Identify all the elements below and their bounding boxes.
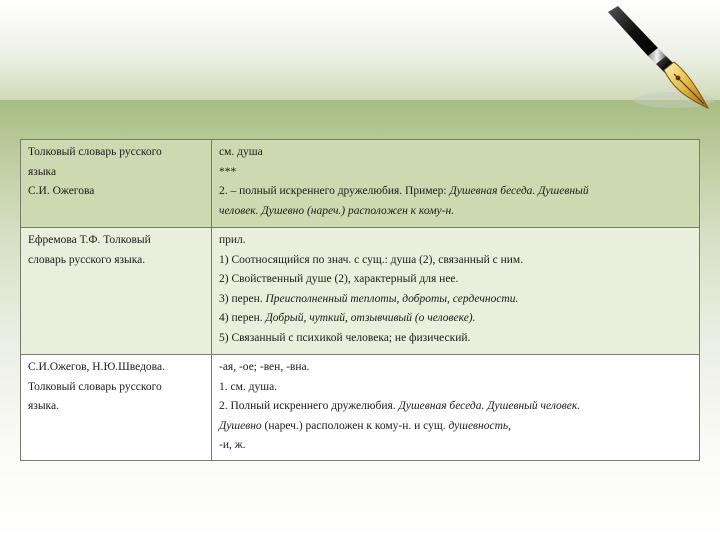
definition-text: 2. Полный искреннего дружелюбия. [219, 400, 399, 412]
definition-line [219, 309, 692, 329]
definition-text: 5) Связанный с психикой человека; не физический. [219, 331, 471, 344]
definition-line [219, 436, 692, 456]
definition-text: 2. – полный искреннего дружелюбия. Пример: [219, 185, 450, 197]
definition-line [219, 202, 692, 222]
definition-text: 1) Соотносящийся по знач. с сущ.: душа (2), связанный с ним. [219, 253, 524, 266]
definition-text: 2) Свойственный душе (2), характерный для нее. [219, 273, 459, 285]
definition-cell [212, 355, 700, 461]
definition-line [219, 251, 692, 271]
definition-text: 4) перен. [219, 312, 266, 324]
definition-text: прил. [219, 234, 246, 246]
definition-line [219, 358, 692, 378]
example-text: душевность, [448, 419, 512, 432]
definition-text: -и, ж. [219, 439, 246, 451]
definition-line [219, 182, 692, 202]
table-row [21, 228, 700, 355]
definition-line [219, 417, 692, 437]
example-text: Душевно [219, 419, 262, 432]
source-cell [21, 228, 212, 355]
definition-cell [212, 140, 700, 228]
fountain-pen-icon [604, 4, 716, 116]
source-cell [21, 355, 212, 461]
definition-line [219, 397, 692, 417]
definition-text: (нареч.) расположен к кому-н. и сущ. [261, 419, 449, 432]
example-text: Преисполненный теплоты, доброты, сердечности. [265, 292, 519, 305]
definition-line [219, 270, 692, 290]
example-text: человек. Душевно (нареч.) расположен к кому-н. [219, 204, 455, 217]
definition-text: 3) перен. [219, 292, 266, 305]
source-line: Толковый словарь русского [28, 380, 162, 393]
definition-text: см. душа [219, 146, 263, 158]
definition-line [219, 163, 692, 183]
definition-line [219, 378, 692, 398]
definition-cell [212, 228, 700, 355]
source-line: словарь русского языка. [28, 253, 146, 266]
source-line: языка. [28, 400, 59, 412]
definition-line [219, 143, 692, 163]
dictionary-table [20, 139, 700, 461]
source-line: Ефремова Т.Ф. Толковый [28, 234, 151, 246]
definition-text: 1. см. душа. [219, 380, 278, 393]
definition-line [219, 231, 692, 251]
source-line: С.И. Ожегова [28, 185, 95, 197]
source-cell [21, 140, 212, 228]
definition-text: *** [219, 165, 237, 178]
definition-line [219, 290, 692, 310]
table-row [21, 355, 700, 461]
example-text: Добрый, чуткий, отзывчивый (о человеке). [265, 312, 476, 324]
table-row [21, 140, 700, 228]
source-line: С.И.Ожегов, Н.Ю.Шведова. [28, 361, 165, 373]
source-line: языка [28, 165, 57, 178]
example-text: Душевная беседа. Душевный человек. [398, 400, 581, 412]
example-text: Душевная беседа. Душевный [449, 185, 589, 197]
definition-line [219, 329, 692, 349]
source-line: Толковый словарь русского [28, 146, 162, 158]
definition-text: -ая, -ое; -вен, -вна. [219, 361, 310, 373]
